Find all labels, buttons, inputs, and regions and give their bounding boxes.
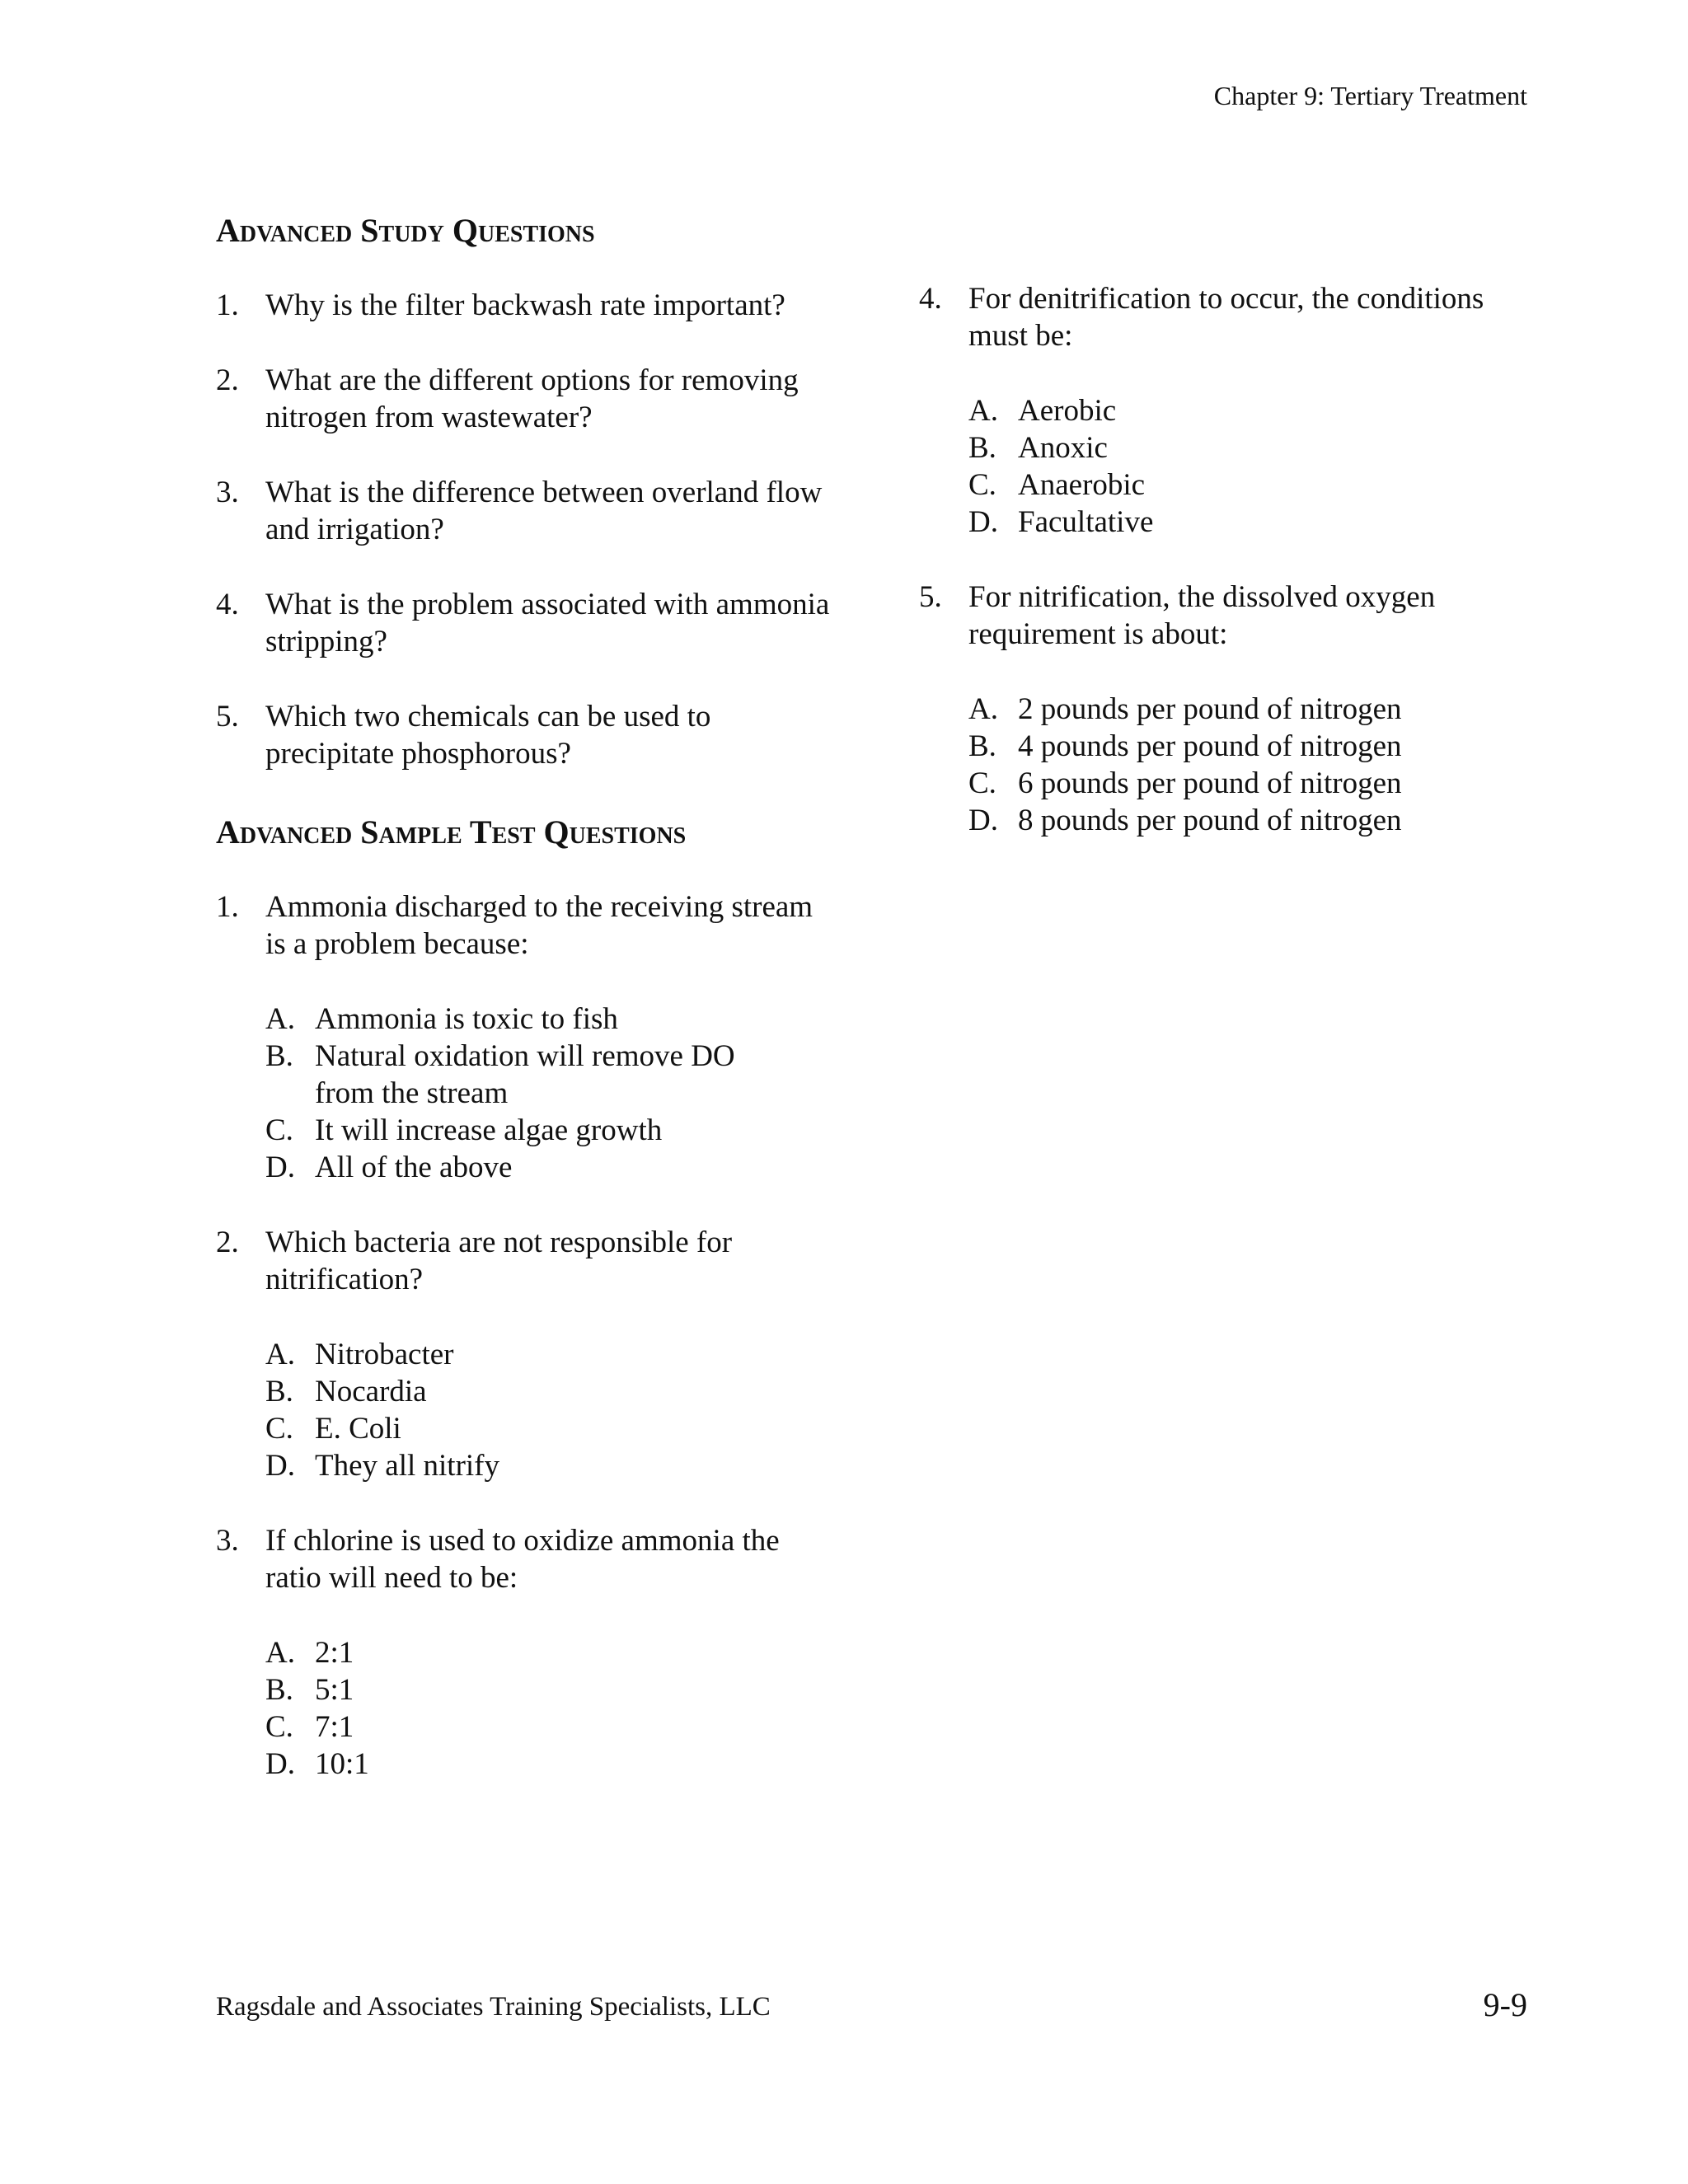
answer-option xyxy=(265,1373,834,1410)
option-text: 2:1 xyxy=(315,1636,354,1670)
option-letter: C. xyxy=(265,1412,293,1446)
question-text: For denitrification to occur, the conditions must be: xyxy=(968,282,1484,353)
question-text: If chlorine is used to oxidize ammonia the ratio will need to be: xyxy=(265,1524,780,1595)
question-number: 4. xyxy=(216,588,239,621)
answer-option xyxy=(265,1149,834,1186)
option-text: Nitrobacter xyxy=(315,1338,454,1371)
option-letter: A. xyxy=(265,1636,295,1670)
answer-option xyxy=(968,429,1545,466)
answer-option xyxy=(968,466,1545,504)
question-number: 2. xyxy=(216,363,239,397)
question-number: 2. xyxy=(216,1226,239,1259)
study-question-3 xyxy=(216,474,834,548)
option-text: Natural oxidation will remove DO from the stream xyxy=(315,1039,735,1110)
question-number: 1. xyxy=(216,890,239,924)
option-letter: B. xyxy=(265,1375,293,1408)
option-text: 8 pounds per pound of nitrogen xyxy=(1018,804,1402,837)
question-number: 5. xyxy=(919,580,942,614)
test-question-2 xyxy=(216,1224,834,1298)
option-letter: D. xyxy=(265,1151,295,1184)
option-letter: A. xyxy=(968,692,998,726)
option-letter: C. xyxy=(265,1710,293,1744)
answer-option xyxy=(265,1001,834,1038)
question-number: 5. xyxy=(216,700,239,733)
study-questions-title: Advanced Study Questions xyxy=(216,212,595,249)
option-letter: B. xyxy=(265,1673,293,1707)
answer-option xyxy=(265,1112,834,1149)
option-letter: A. xyxy=(968,394,998,428)
answer-options xyxy=(265,1336,834,1484)
answer-option xyxy=(968,728,1545,765)
test-question-1 xyxy=(216,888,834,963)
question-text: What are the different options for removing nitrogen from wastewater? xyxy=(265,363,799,434)
question-number: 1. xyxy=(216,288,239,322)
question-text: Which bacteria are not responsible for nitrification? xyxy=(265,1226,733,1296)
test-question-3 xyxy=(216,1522,834,1596)
option-letter: C. xyxy=(265,1113,293,1147)
answer-options xyxy=(265,1001,834,1186)
study-question-4 xyxy=(216,586,834,660)
option-text: 2 pounds per pound of nitrogen xyxy=(1018,692,1402,726)
footer-publisher: Ragsdale and Associates Training Specialists, LLC xyxy=(216,1992,771,2022)
study-question-5 xyxy=(216,698,834,772)
answer-option xyxy=(265,1746,834,1783)
option-text: Anaerobic xyxy=(1018,468,1146,502)
question-text: What is the problem associated with ammonia stripping? xyxy=(265,588,830,658)
question-text: What is the difference between overland flow and irrigation? xyxy=(265,476,823,546)
page-number: 9-9 xyxy=(1483,1986,1527,2023)
test-question-4 xyxy=(919,280,1545,354)
option-text: Nocardia xyxy=(315,1375,427,1408)
chapter-header: Chapter 9: Tertiary Treatment xyxy=(1213,81,1527,110)
answer-options xyxy=(968,691,1545,839)
option-letter: D. xyxy=(968,804,998,837)
answer-option xyxy=(265,1447,834,1484)
study-question-1 xyxy=(216,287,834,324)
option-letter: D. xyxy=(968,505,998,539)
question-text: For nitrification, the dissolved oxygen requirement is about: xyxy=(968,580,1436,651)
answer-option xyxy=(968,392,1545,429)
answer-option xyxy=(265,1410,834,1447)
answer-option xyxy=(968,802,1545,839)
question-text: Which two chemicals can be used to precipitate phosphorous? xyxy=(265,700,711,771)
answer-option xyxy=(265,1708,834,1746)
answer-option xyxy=(968,691,1545,728)
question-number: 4. xyxy=(919,282,942,316)
option-letter: B. xyxy=(265,1039,293,1073)
option-text: E. Coli xyxy=(315,1412,401,1446)
test-questions-right-column xyxy=(919,280,1545,839)
answer-options xyxy=(265,1634,834,1783)
question-number: 3. xyxy=(216,476,239,509)
option-letter: B. xyxy=(968,431,996,465)
option-text: 6 pounds per pound of nitrogen xyxy=(1018,766,1402,800)
option-text: It will increase algae growth xyxy=(315,1113,663,1147)
answer-options xyxy=(968,392,1545,541)
option-letter: B. xyxy=(968,729,996,763)
option-letter: D. xyxy=(265,1747,295,1781)
option-letter: D. xyxy=(265,1449,295,1483)
answer-option xyxy=(265,1336,834,1373)
sample-test-questions-title: Advanced Sample Test Questions xyxy=(216,813,687,851)
option-text: 10:1 xyxy=(315,1747,369,1781)
question-text: Why is the filter backwash rate important? xyxy=(265,288,785,322)
option-text: Aerobic xyxy=(1018,394,1117,428)
option-text: They all nitrify xyxy=(315,1449,499,1483)
answer-option xyxy=(265,1671,834,1708)
option-text: 4 pounds per pound of nitrogen xyxy=(1018,729,1402,763)
test-question-5 xyxy=(919,579,1545,653)
option-letter: C. xyxy=(968,766,996,800)
answer-option xyxy=(265,1634,834,1671)
option-letter: A. xyxy=(265,1002,295,1036)
option-text: Ammonia is toxic to fish xyxy=(315,1002,618,1036)
study-question-2 xyxy=(216,362,834,436)
option-text: 7:1 xyxy=(315,1710,354,1744)
question-text: Ammonia discharged to the receiving stream is a problem because: xyxy=(265,890,814,961)
answer-option xyxy=(968,765,1545,802)
option-text: Facultative xyxy=(1018,505,1154,539)
option-text: 5:1 xyxy=(315,1673,354,1707)
option-text: Anoxic xyxy=(1018,431,1108,465)
option-letter: A. xyxy=(265,1338,295,1371)
test-questions-left-column xyxy=(216,888,834,1783)
answer-option xyxy=(968,504,1545,541)
option-text: All of the above xyxy=(315,1151,513,1184)
study-questions-list xyxy=(216,287,834,772)
option-letter: C. xyxy=(968,468,996,502)
answer-option xyxy=(265,1038,834,1112)
question-number: 3. xyxy=(216,1524,239,1558)
